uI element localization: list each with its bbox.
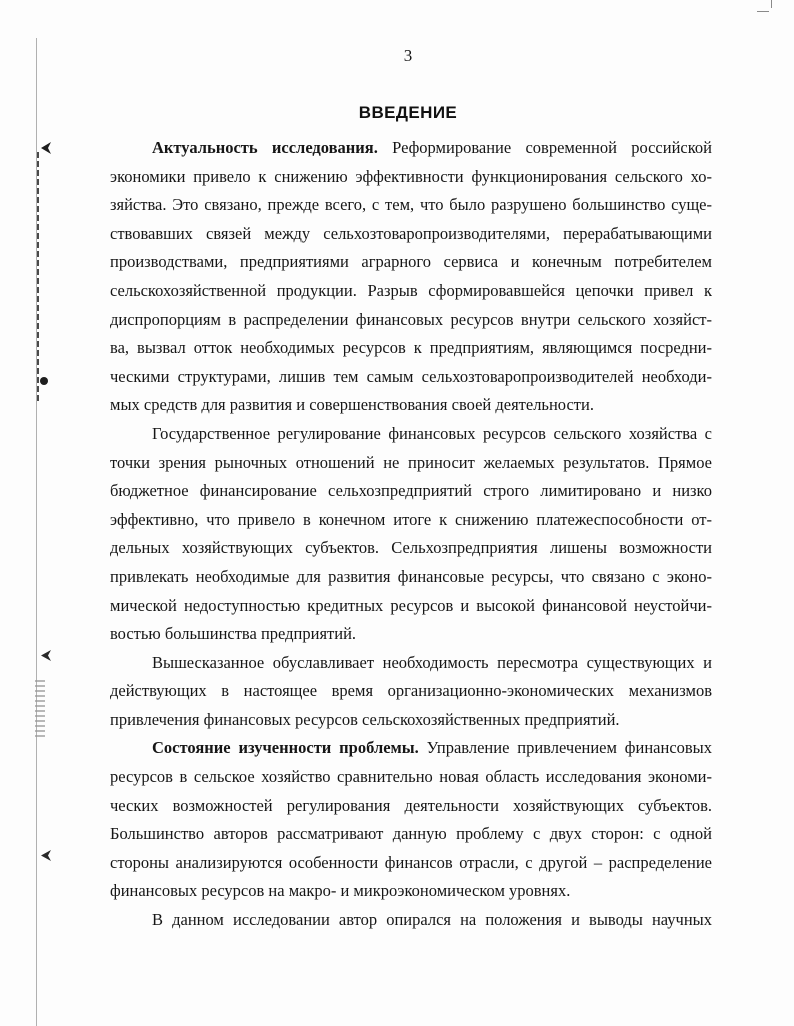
text-line: В данном исследовании автор опирался на положения и выводы научных — [152, 910, 712, 930]
scan-edge-smudge — [35, 680, 45, 740]
text-line: востью большинства предприятий. — [110, 624, 357, 644]
paragraph-state-of-research — [110, 734, 712, 906]
body-text — [110, 134, 712, 935]
page-number: 3 — [403, 46, 413, 65]
text-line: точки зрения рыночных отношений не приносит желаемых результатов. Прямое — [110, 452, 712, 472]
text-line: сельскохозяйственной продукции. Разрыв сформировавшейся цепочки привел к — [110, 280, 712, 300]
text-line: экономики привело к снижению эффективности функционирования сельского хо- — [110, 166, 712, 186]
text-line: Государственное регулирование финансовых ресурсов сельского хозяйства с — [152, 423, 712, 443]
text-line: бюджетное финансирование сельхозпредприятий строго лимитировано и низко — [110, 481, 712, 501]
text-line: привлекать необходимые для развития финансовые ресурсы, что связано с эконо- — [110, 566, 712, 586]
text-line — [110, 734, 712, 763]
text-line: Большинство авторов рассматривают данную проблему с двух сторон: с одной — [110, 824, 712, 844]
text-line: ва, вызвал отток необходимых ресурсов к предприятиям, являющимся посредни- — [110, 338, 712, 358]
paragraph-state-regulation — [110, 420, 712, 649]
paragraph-relevance — [110, 134, 712, 420]
text-line: мых средств для развития и совершенствования своей деятельности. — [110, 395, 594, 415]
section-heading: ВВЕДЕНИЕ — [358, 103, 458, 122]
text-line: мической недоступностью кредитных ресурсов и высокой финансовой неустойчи- — [110, 595, 712, 615]
paragraph-lead: Состояние изученности проблемы. — [152, 738, 419, 758]
text-line: ческими структурами, лишив тем самым сельхозтоваропроизводителей необходи- — [110, 366, 712, 386]
text-line: действующих в настоящее время организационно-экономических механизмов — [110, 681, 712, 701]
text-line — [110, 134, 712, 163]
text-line: Вышесказанное обуславливает необходимость пересмотра существующих и — [152, 652, 712, 672]
scan-binding-mark — [41, 850, 51, 861]
text-line: зяйства. Это связано, прежде всего, с тем, что было разрушено большинство суще- — [110, 195, 712, 215]
scan-corner-mark — [771, 0, 772, 8]
text-line: стороны анализируются особенности финансов отрасли, с другой – распределение — [110, 852, 712, 872]
text-line: производствами, предприятиями аграрного сервиса и конечным потребителем — [110, 252, 712, 272]
text-line: ческих возможностей регулирования деятельности хозяйствующих субъектов. — [110, 795, 712, 815]
text-line-content: Управление привлечением финансовых — [426, 738, 712, 758]
paragraph-author-basis — [110, 906, 712, 935]
text-line: дельных хозяйствующих субъектов. Сельхозпредприятия лишены возможности — [110, 538, 712, 558]
paragraph-lead: Актуальность исследования. — [152, 138, 378, 157]
scan-binding-mark — [41, 142, 51, 154]
text-line: диспропорциям в распределении финансовых ресурсов внутри сельского хозяйст- — [110, 309, 712, 329]
text-line: ствовавших связей между сельхозтоваропроизводителями, перерабатывающими — [110, 223, 712, 243]
scan-corner-mark — [757, 11, 769, 12]
paragraph-conclusion — [110, 649, 712, 735]
text-line: ресурсов в сельское хозяйство сравнительно новая область исследования экономи- — [110, 767, 712, 787]
text-line-content: Реформирование современной российской — [392, 138, 712, 157]
text-line: эффективно, что привело в конечном итоге к снижению платежеспособности от- — [110, 509, 712, 529]
text-line: финансовых ресурсов на макро- и микроэкономическом уровнях. — [110, 881, 571, 901]
scan-binding-dot — [40, 377, 48, 385]
text-line: привлечения финансовых ресурсов сельскохозяйственных предприятий. — [110, 709, 620, 729]
scan-binding-mark — [41, 650, 51, 661]
scan-edge-dark-segment — [37, 152, 39, 402]
